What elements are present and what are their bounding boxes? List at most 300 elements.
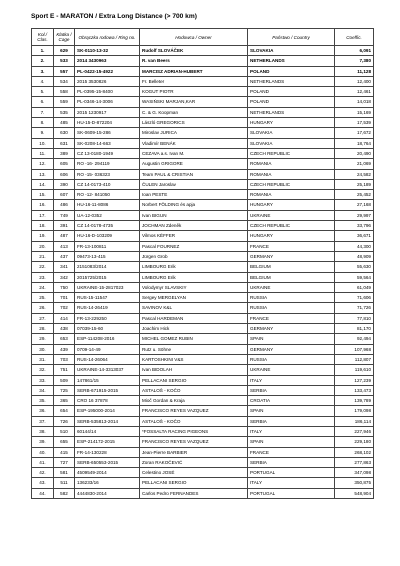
table-row — [32, 272, 374, 282]
table-row — [32, 179, 374, 189]
coefficient-cell: 18,764 — [335, 138, 374, 148]
coefficient-cell: 268,102 — [335, 447, 374, 457]
owner-cell: FRANCISCO REYES VAZQUEZ — [140, 406, 248, 416]
owner-cell: Miroslav JURICA — [140, 128, 248, 138]
ring-number-cell: CZ 14-0173-410 — [75, 179, 140, 189]
coefficient-cell: 77,810 — [335, 313, 374, 323]
table-row — [32, 488, 374, 498]
coefficient-cell: 25,452 — [335, 190, 374, 200]
country-cell: RUSSIA — [248, 303, 335, 313]
header-owner: Hodowca / Owner — [140, 29, 248, 46]
rank-cell: 3. — [32, 66, 54, 76]
cage-cell: 581 — [54, 468, 75, 478]
ring-number-cell: RUS-14-26064 — [75, 354, 140, 364]
table-row — [32, 437, 374, 447]
page-title: Sport E - MARATON / Extra Long Distance (> 700 km) — [31, 13, 197, 20]
rank-cell: 26. — [32, 303, 54, 313]
ring-number-cell: UKRAINE-15-2817023 — [75, 282, 140, 292]
table-row — [32, 478, 374, 488]
owner-cell: KOGUT PIOTR — [140, 87, 248, 97]
table-row — [32, 210, 374, 220]
owner-cell: Ivan BIGUN — [140, 210, 248, 220]
cage-cell: 485 — [54, 118, 75, 128]
cage-cell: 558 — [54, 87, 75, 97]
rank-cell: 23. — [32, 272, 54, 282]
table-row — [32, 334, 374, 344]
country-cell: POLAND — [248, 97, 335, 107]
cage-cell: 750 — [54, 282, 75, 292]
coefficient-cell: 350,875 — [335, 478, 374, 488]
rank-cell: 12. — [32, 159, 54, 169]
country-cell: ROMANIA — [248, 169, 335, 179]
owner-cell: SAVINOV K&L — [140, 303, 248, 313]
rank-cell: 43. — [32, 478, 54, 488]
table-row — [32, 251, 374, 261]
table-row — [32, 262, 374, 272]
coefficient-cell: 33,796 — [335, 221, 374, 231]
cage-cell: 437 — [54, 251, 75, 261]
coefficient-cell: 12,400 — [335, 76, 374, 86]
country-cell: FRANCE — [248, 241, 335, 251]
owner-cell: Joachim Hick — [140, 324, 248, 334]
cage-cell: 630 — [54, 128, 75, 138]
table-row — [32, 66, 374, 76]
coefficient-cell: 179,098 — [335, 406, 374, 416]
rank-cell: 44. — [32, 488, 54, 498]
country-cell: SLOVAKIA — [248, 46, 335, 56]
rank-cell: 8. — [32, 118, 54, 128]
rank-cell: 24. — [32, 282, 54, 292]
cage-cell: 751 — [54, 365, 75, 375]
owner-cell: C. & G. Koopman — [140, 107, 248, 117]
header-cage: Klatka / Cage — [54, 29, 75, 46]
country-cell: UKRAINE — [248, 282, 335, 292]
rank-cell: 35. — [32, 396, 54, 406]
rank-cell: 37. — [32, 416, 54, 426]
country-cell: BELGIUM — [248, 262, 335, 272]
coefficient-cell: 71,606 — [335, 293, 374, 303]
ring-number-cell: 60144/14 — [75, 426, 140, 436]
ring-number-cell: 2015 1230917 — [75, 107, 140, 117]
ring-number-cell: ESP-195000-2014 — [75, 406, 140, 416]
rank-cell: 38. — [32, 426, 54, 436]
rank-cell: 34. — [32, 385, 54, 395]
rank-cell: 25. — [32, 293, 54, 303]
coefficient-cell: 15,169 — [335, 107, 374, 117]
country-cell: PORTUGAL — [248, 488, 335, 498]
coefficient-cell: 20,490 — [335, 148, 374, 158]
ring-number-cell: HU-16-11-8086 — [75, 200, 140, 210]
cage-cell: 342 — [54, 272, 75, 282]
rank-cell: 33. — [32, 375, 54, 385]
table-row — [32, 148, 374, 158]
table-row — [32, 344, 374, 354]
owner-cell: Ivan BIDOLAH — [140, 365, 248, 375]
owner-cell: *FOSSALTA RACING PIGEONS — [140, 426, 248, 436]
cage-cell: 486 — [54, 200, 75, 210]
cage-cell: 414 — [54, 313, 75, 323]
owner-cell: JOCHMAN Zdeněk — [140, 221, 248, 231]
cage-cell: 341 — [54, 262, 75, 272]
table-row — [32, 56, 374, 66]
coefficient-cell: 14,018 — [335, 97, 374, 107]
country-cell: SLOVAKIA — [248, 138, 335, 148]
table-row — [32, 426, 374, 436]
country-cell: RUSSIA — [248, 293, 335, 303]
country-cell: UKRAINE — [248, 365, 335, 375]
rank-cell: 15. — [32, 190, 54, 200]
ring-number-cell: 0709-14-49 — [75, 344, 140, 354]
ring-number-cell: SK-0208-14-663 — [75, 138, 140, 148]
ring-number-cell: RO -16- 294119 — [75, 159, 140, 169]
rank-cell: 42. — [32, 468, 54, 478]
coefficient-cell: 44,300 — [335, 241, 374, 251]
country-cell: CROATIA — [248, 396, 335, 406]
ring-number-cell: UKRAINE-14-3313037 — [75, 365, 140, 375]
coefficient-cell: 59,564 — [335, 272, 374, 282]
owner-cell: Augustin GRIGORE — [140, 159, 248, 169]
cage-cell: 629 — [54, 46, 75, 56]
table-row — [32, 406, 374, 416]
cage-cell: 390 — [54, 179, 75, 189]
coefficient-cell: 119,610 — [335, 365, 374, 375]
coefficient-cell: 347,098 — [335, 468, 374, 478]
country-cell: ITALY — [248, 426, 335, 436]
owner-cell: Vladimír BENÁK — [140, 138, 248, 148]
ring-number-cell: SERB-671915-2015 — [75, 385, 140, 395]
table-header-row — [32, 29, 374, 46]
ring-number-cell: 07039-15-60 — [75, 324, 140, 334]
country-cell: HUNGARY — [248, 231, 335, 241]
coefficient-cell: 27,168 — [335, 200, 374, 210]
rank-cell: 20. — [32, 241, 54, 251]
table-row — [32, 324, 374, 334]
ring-number-cell: PL-0422-15-4922 — [75, 66, 140, 76]
cage-cell: 702 — [54, 303, 75, 313]
table-row — [32, 221, 374, 231]
coefficient-cell: 277,863 — [335, 457, 374, 467]
country-cell: NETHERLANDS — [248, 107, 335, 117]
header-country: Państwo / Country — [248, 29, 335, 46]
rank-cell: 29. — [32, 334, 54, 344]
coefficient-cell: 112,807 — [335, 354, 374, 364]
header-ring: Obrączka rodowa / Ring no. — [75, 29, 140, 46]
table-row — [32, 169, 374, 179]
owner-cell: FRANCISCO REYES VAZQUEZ — [140, 437, 248, 447]
cage-cell: 413 — [54, 241, 75, 251]
owner-cell: R. van Beers — [140, 56, 248, 66]
table-row — [32, 375, 374, 385]
owner-cell: PELLACANI SERGIO — [140, 478, 248, 488]
rank-cell: 10. — [32, 138, 54, 148]
owner-cell: Carlos Pedro FERNANDES — [140, 488, 248, 498]
cage-cell: 725 — [54, 385, 75, 395]
cage-cell: 389 — [54, 148, 75, 158]
coefficient-cell: 29,997 — [335, 210, 374, 220]
ring-number-cell: FR-14-130228 — [75, 447, 140, 457]
cage-cell: 533 — [54, 56, 75, 66]
coefficient-cell: 12,461 — [335, 87, 374, 97]
table-row — [32, 282, 374, 292]
table-row — [32, 396, 374, 406]
owner-cell: MARCISZ ADRIAN-HUBERT — [140, 66, 248, 76]
coefficient-cell: 92,494 — [335, 334, 374, 344]
cage-cell: 749 — [54, 210, 75, 220]
table-row — [32, 87, 374, 97]
rank-cell: 16. — [32, 200, 54, 210]
owner-cell: Mioč Gordan & Kraja — [140, 396, 248, 406]
country-cell: HUNGARY — [248, 200, 335, 210]
country-cell: CZECH REPUBLIC — [248, 148, 335, 158]
country-cell: FRANCE — [248, 447, 335, 457]
owner-cell: Rudolf SLOVÁČEK — [140, 46, 248, 56]
coefficient-cell: 55,630 — [335, 262, 374, 272]
table-row — [32, 313, 374, 323]
country-cell: CZECH REPUBLIC — [248, 179, 335, 189]
ring-number-cell: ESP-214172-2015 — [75, 437, 140, 447]
owner-cell: Vilmos KÉFFER — [140, 231, 248, 241]
owner-cell: LIMBOURG Erik — [140, 272, 248, 282]
coefficient-cell: 48,909 — [335, 251, 374, 261]
owner-cell: LIMBOURG Erik — [140, 262, 248, 272]
rank-cell: 2. — [32, 56, 54, 66]
owner-cell: Ioan PESTE — [140, 190, 248, 200]
country-cell: GERMANY — [248, 324, 335, 334]
owner-cell: Fr. Belleter — [140, 76, 248, 86]
ring-number-cell: PL-0346-14-3006 — [75, 97, 140, 107]
cage-cell: 653 — [54, 334, 75, 344]
cage-cell: 631 — [54, 138, 75, 148]
cage-cell: 487 — [54, 231, 75, 241]
owner-cell: Rutz u. Söhne — [140, 344, 248, 354]
table-row — [32, 385, 374, 395]
ring-number-cell: UA-12-0352 — [75, 210, 140, 220]
ring-number-cell: 2015725/2015 — [75, 272, 140, 282]
coefficient-cell: 25,189 — [335, 179, 374, 189]
owner-cell: ASTALOŠ - KOČO — [140, 385, 248, 395]
ring-number-cell: 136233/16 — [75, 478, 140, 488]
coefficient-cell: 139,789 — [335, 396, 374, 406]
table-row — [32, 76, 374, 86]
coefficient-cell: 133,473 — [335, 385, 374, 395]
rank-cell: 31. — [32, 354, 54, 364]
cage-cell: 559 — [54, 97, 75, 107]
rank-cell: 6. — [32, 97, 54, 107]
ring-number-cell: SERB-535813-2014 — [75, 416, 140, 426]
table-row — [32, 190, 374, 200]
table-row — [32, 231, 374, 241]
ring-number-cell: 147861/15 — [75, 375, 140, 385]
country-cell: ROMANIA — [248, 190, 335, 200]
owner-cell: Norbert FÖLDING és apja — [140, 200, 248, 210]
owner-cell: Zoran RAKOČEVIĆ — [140, 457, 248, 467]
coefficient-cell: 7,380 — [335, 56, 374, 66]
country-cell: HUNGARY — [248, 118, 335, 128]
cage-cell: 726 — [54, 416, 75, 426]
rank-cell: 9. — [32, 128, 54, 138]
coefficient-cell: 186,114 — [335, 416, 374, 426]
ring-number-cell: 2015 3530826 — [75, 76, 140, 86]
ring-number-cell: FR-13-229250 — [75, 313, 140, 323]
cage-cell: 535 — [54, 107, 75, 117]
rank-cell: 21. — [32, 251, 54, 261]
country-cell: ITALY — [248, 375, 335, 385]
owner-cell: Team PAUL & CRISTIAN — [140, 169, 248, 179]
header-rank: Kol./ Clas. — [32, 29, 54, 46]
coefficient-cell: 11,128 — [335, 66, 374, 76]
results-table — [31, 28, 374, 499]
cage-cell: 701 — [54, 293, 75, 303]
coefficient-cell: 36,671 — [335, 231, 374, 241]
coefficient-cell: 17,539 — [335, 118, 374, 128]
coefficient-cell: 229,180 — [335, 437, 374, 447]
country-cell: ROMANIA — [248, 159, 335, 169]
table-row — [32, 447, 374, 457]
rank-cell: 1. — [32, 46, 54, 56]
cage-cell: 438 — [54, 324, 75, 334]
ring-number-cell: 2014 3430963 — [75, 56, 140, 66]
cage-cell: 365 — [54, 396, 75, 406]
owner-cell: Jean-Pierre BARBIER — [140, 447, 248, 457]
cage-cell: 655 — [54, 437, 75, 447]
rank-cell: 13. — [32, 169, 54, 179]
coefficient-cell: 17,672 — [335, 128, 374, 138]
table-row — [32, 416, 374, 426]
cage-cell: 727 — [54, 457, 75, 467]
country-cell: FRANCE — [248, 313, 335, 323]
owner-cell: Jürgen Grob — [140, 251, 248, 261]
country-cell: PORTUGAL — [248, 468, 335, 478]
ring-number-cell: ESP-114208-2016 — [75, 334, 140, 344]
country-cell: SERBIA — [248, 416, 335, 426]
cage-cell: 607 — [54, 190, 75, 200]
table-row — [32, 365, 374, 375]
rank-cell: 17. — [32, 210, 54, 220]
rank-cell: 5. — [32, 87, 54, 97]
country-cell: SLOVAKIA — [248, 128, 335, 138]
coefficient-cell: 107,968 — [335, 344, 374, 354]
country-cell: CZECH REPUBLIC — [248, 221, 335, 231]
cage-cell: 582 — [54, 488, 75, 498]
table-row — [32, 354, 374, 364]
cage-cell: 557 — [54, 66, 75, 76]
ring-number-cell: CZ 13-0180-1949 — [75, 148, 140, 158]
owner-cell: Volodymyr SLAVSKIY — [140, 282, 248, 292]
ring-number-cell: HU-16-D-103209 — [75, 231, 140, 241]
country-cell: RUSSIA — [248, 354, 335, 364]
cage-cell: 605 — [54, 159, 75, 169]
rank-cell: 28. — [32, 324, 54, 334]
ring-number-cell: HU-15-D-872204 — [75, 118, 140, 128]
table-row — [32, 138, 374, 148]
owner-cell: PELLACANI SERGIO — [140, 375, 248, 385]
owner-cell: WASIŃSKI MARJAN,KAR — [140, 97, 248, 107]
country-cell: NETHERLANDS — [248, 56, 335, 66]
cage-cell: 510 — [54, 426, 75, 436]
country-cell: GERMANY — [248, 251, 335, 261]
country-cell: SERBIA — [248, 457, 335, 467]
rank-cell: 7. — [32, 107, 54, 117]
cage-cell: 509 — [54, 375, 75, 385]
owner-cell: KARTOSHKINI V&S — [140, 354, 248, 364]
rank-cell: 30. — [32, 344, 54, 354]
coefficient-cell: 21,069 — [335, 159, 374, 169]
coefficient-cell: 61,049 — [335, 282, 374, 292]
header-coefficient: Coeffic. — [335, 29, 374, 46]
owner-cell: MICHEL GOMEZ RUBIN — [140, 334, 248, 344]
table-row — [32, 293, 374, 303]
country-cell: BELGIUM — [248, 272, 335, 282]
table-row — [32, 303, 374, 313]
ring-number-cell: 4444830-2014 — [75, 488, 140, 498]
owner-cell: Celestino JOSÉ — [140, 468, 248, 478]
owner-cell: Pascal FOURNEZ — [140, 241, 248, 251]
ring-number-cell: SK-0609-15-286 — [75, 128, 140, 138]
cage-cell: 654 — [54, 406, 75, 416]
cage-cell: 391 — [54, 221, 75, 231]
coefficient-cell: 81,170 — [335, 324, 374, 334]
rank-cell: 14. — [32, 179, 54, 189]
owner-cell: ASTALOŠ - KOČO — [140, 416, 248, 426]
cage-cell: 606 — [54, 169, 75, 179]
ring-number-cell: RO -12- 841050 — [75, 190, 140, 200]
ring-number-cell: SK-0110-13-32 — [75, 46, 140, 56]
ring-number-cell: SERB-650553-2015 — [75, 457, 140, 467]
ring-number-cell: RO -15- 036323 — [75, 169, 140, 179]
country-cell: POLAND — [248, 66, 335, 76]
table-row — [32, 159, 374, 169]
rank-cell: 22. — [32, 262, 54, 272]
coefficient-cell: 227,946 — [335, 426, 374, 436]
owner-cell: ČULEN Jaroslav — [140, 179, 248, 189]
ring-number-cell: 09473-13-415 — [75, 251, 140, 261]
ring-number-cell: 2151083/2014 — [75, 262, 140, 272]
cage-cell: 703 — [54, 354, 75, 364]
rank-cell: 32. — [32, 365, 54, 375]
rank-cell: 27. — [32, 313, 54, 323]
ring-number-cell: CZ 14-0178-4735 — [75, 221, 140, 231]
rank-cell: 40. — [32, 447, 54, 457]
cage-cell: 439 — [54, 344, 75, 354]
country-cell: SERBIA — [248, 385, 335, 395]
cage-cell: 511 — [54, 478, 75, 488]
ring-number-cell: RUS-15-11547 — [75, 293, 140, 303]
cage-cell: 415 — [54, 447, 75, 457]
country-cell: SPAIN — [248, 334, 335, 344]
table-row — [32, 468, 374, 478]
table-row — [32, 457, 374, 467]
ring-number-cell: PL-0395-15-8400 — [75, 87, 140, 97]
coefficient-cell: 127,239 — [335, 375, 374, 385]
coefficient-cell: 24,582 — [335, 169, 374, 179]
rank-cell: 4. — [32, 76, 54, 86]
ring-number-cell: 4509549-2014 — [75, 468, 140, 478]
cage-cell: 534 — [54, 76, 75, 86]
table-row — [32, 46, 374, 56]
rank-cell: 18. — [32, 221, 54, 231]
country-cell: UKRAINE — [248, 210, 335, 220]
coefficient-cell: 548,904 — [335, 488, 374, 498]
rank-cell: 41. — [32, 457, 54, 467]
table-row — [32, 107, 374, 117]
table-row — [32, 118, 374, 128]
table-row — [32, 200, 374, 210]
ring-number-cell: RUS-14-26419 — [75, 303, 140, 313]
country-cell: ITALY — [248, 478, 335, 488]
country-cell: SPAIN — [248, 437, 335, 447]
owner-cell: László GREGORICS — [140, 118, 248, 128]
rank-cell: 19. — [32, 231, 54, 241]
